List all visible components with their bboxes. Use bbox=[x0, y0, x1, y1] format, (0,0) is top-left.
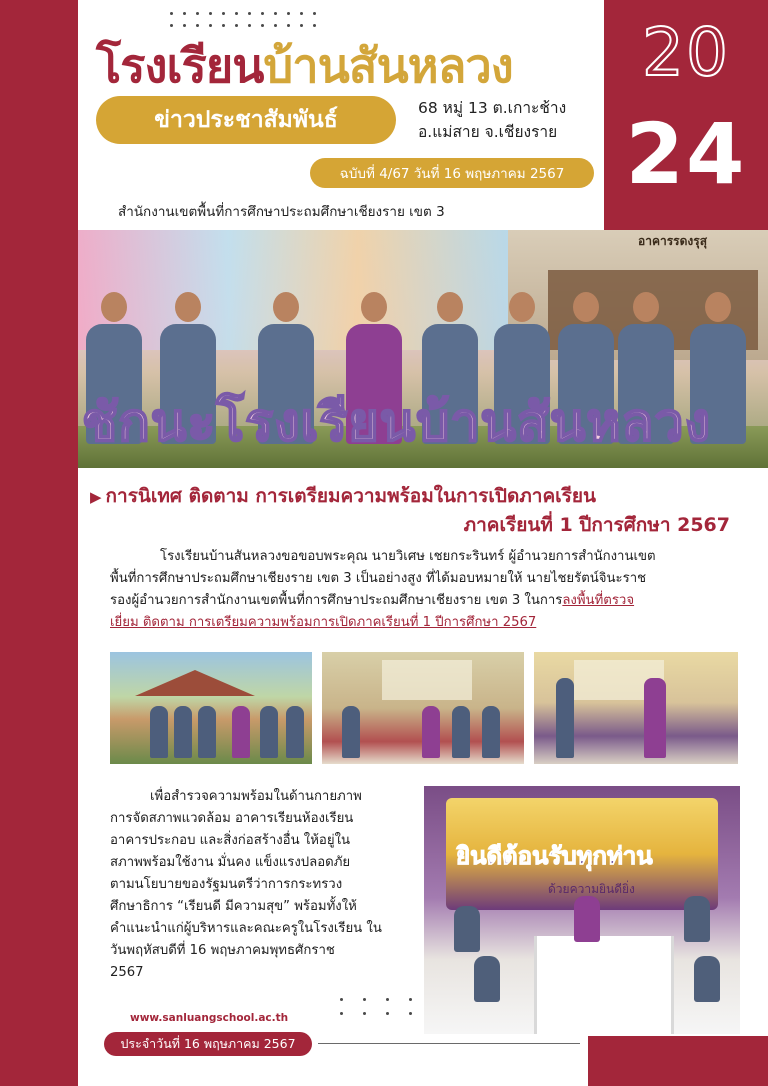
footer-divider bbox=[318, 1043, 580, 1044]
pr-label-pill: ข่าวประชาสัมพันธ์ bbox=[96, 96, 396, 144]
school-name-part1: โรงเรียน bbox=[96, 39, 264, 94]
photo-person bbox=[286, 706, 304, 758]
para2-line: เพื่อสำรวจความพร้อมในด้านกายภาพ bbox=[150, 789, 362, 804]
photo-person bbox=[684, 896, 710, 942]
para2-line: อาคารประกอบ และสิ่งก่อสร้างอื่น ให้อยู่ใน bbox=[110, 833, 351, 848]
left-maroon-band bbox=[0, 0, 78, 1086]
para2-line: สภาพพร้อมใช้งาน มั่นคง แข็งแรงปลอดภัย bbox=[110, 855, 351, 870]
issue-badge: ฉบับที่ 4/67 วันที่ 16 พฤษภาคม 2567 bbox=[310, 158, 594, 188]
triangle-bullet-icon: ▶ bbox=[90, 488, 102, 506]
footer-date-badge: ประจำวันที่ 16 พฤษภาคม 2567 bbox=[104, 1032, 312, 1056]
headline-line1: การนิเทศ ติดตาม การเตรียมความพร้อมในการเปิดภาคเรียน bbox=[105, 485, 597, 507]
photo-person bbox=[694, 956, 720, 1002]
hero-group-photo bbox=[78, 230, 768, 468]
para1-line1: โรงเรียนบ้านสันหลวงขอขอบพระคุณ นายวิเศษ เชยกระรินทร์ ผู้อำนวยการสำนักงานเขต bbox=[160, 549, 656, 564]
photo-person bbox=[556, 678, 574, 758]
photo-kindergarten-visit bbox=[534, 652, 738, 764]
district-office: สำนักงานเขตพื้นที่การศึกษาประถมศึกษาเชียงราย เขต 3 bbox=[118, 204, 445, 220]
school-name bbox=[96, 28, 513, 103]
article-headline bbox=[90, 482, 740, 539]
para2-line: ตามนโยบายของรัฐมนตรีว่าการกระทรวง bbox=[110, 877, 343, 892]
school-name-part2: บ้านสันหลวง bbox=[263, 39, 513, 94]
meeting-table bbox=[534, 936, 674, 1034]
photo-person bbox=[644, 678, 666, 758]
classroom-board bbox=[382, 660, 472, 700]
photo-person bbox=[474, 956, 500, 1002]
welcome-banner-subtext: ด้วยความยินดียิ่ง bbox=[548, 882, 635, 896]
photo-person bbox=[150, 706, 168, 758]
photo-person bbox=[422, 706, 440, 758]
para2-line: ศึกษาธิการ “เรียนดี มีความสุข” พร้อมทั้งให้ bbox=[110, 899, 357, 914]
hero-banner-text: ชักนะโรงเรียนบ้านสันหลวง bbox=[82, 393, 711, 453]
para1-line3 bbox=[110, 590, 740, 612]
address-line1: 68 หมู่ 13 ต.เกาะช้าง bbox=[418, 99, 567, 117]
school-website[interactable]: www.sanluangschool.ac.th bbox=[130, 1012, 289, 1024]
decorative-dots-top bbox=[170, 12, 316, 27]
para2-line: การจัดสภาพแวดล้อม อาคารเรียนห้องเรียน bbox=[110, 811, 354, 826]
para1-line2: พื้นที่การศึกษาประถมศึกษาเชียงราย เขต 3 เป็นอย่างสูง ที่ได้มอบหมายให้ นายไชยรัตน์จินะราช bbox=[110, 571, 647, 586]
headline-line2: ภาคเรียนที่ 1 ปีการศึกษา 2567 bbox=[463, 514, 730, 536]
photo-person bbox=[260, 706, 278, 758]
article-paragraph-1 bbox=[110, 546, 740, 634]
para1-line3-text: รองผู้อำนวยการสำนักงานเขตพื้นที่การศึกษาประถมศึกษาเชียงราย เขต 3 ในการ bbox=[110, 593, 563, 608]
photo-person bbox=[198, 706, 216, 758]
photo-person bbox=[232, 706, 250, 758]
year-top-digits: 20 bbox=[642, 14, 730, 91]
photo-person bbox=[574, 896, 600, 942]
photo-person bbox=[482, 706, 500, 758]
photo-person bbox=[452, 706, 470, 758]
para2-line: 2567 bbox=[110, 965, 144, 980]
photo-meeting-room bbox=[424, 786, 740, 1034]
address-line2: อ.แม่สาย จ.เชียงราย bbox=[418, 123, 558, 141]
building-sign: อาคารรดงรุสุ bbox=[638, 234, 708, 248]
photo-building-visit bbox=[110, 652, 312, 764]
article-paragraph-2 bbox=[110, 786, 410, 984]
para1-line4 bbox=[110, 612, 740, 634]
para2-line: คำแนะนำแก่ผู้บริหารและคณะครูในโรงเรียน ใน bbox=[110, 921, 382, 936]
photo-person bbox=[174, 706, 192, 758]
photo-person bbox=[454, 906, 480, 952]
pavilion-roof bbox=[120, 670, 270, 696]
inspection-link-cont[interactable]: เยี่ยม ติดตาม การเตรียมความพร้อมการเปิดภาคเรียนที่ 1 ปีการศึกษา 2567 bbox=[110, 615, 537, 630]
decorative-dots-bottom bbox=[340, 998, 412, 1015]
year-bottom-digits: 24 bbox=[625, 105, 747, 203]
photo-classroom-visit bbox=[322, 652, 524, 764]
para2-line: วันพฤหัสบดีที่ 16 พฤษภาคมพุทธศักราช bbox=[110, 943, 335, 958]
school-address bbox=[418, 96, 566, 144]
photo-person bbox=[342, 706, 360, 758]
inspection-link[interactable]: ลงพื้นที่ตรวจ bbox=[562, 593, 635, 608]
welcome-banner-text: ยินดีต้อนรับทุกท่าน bbox=[456, 842, 653, 870]
